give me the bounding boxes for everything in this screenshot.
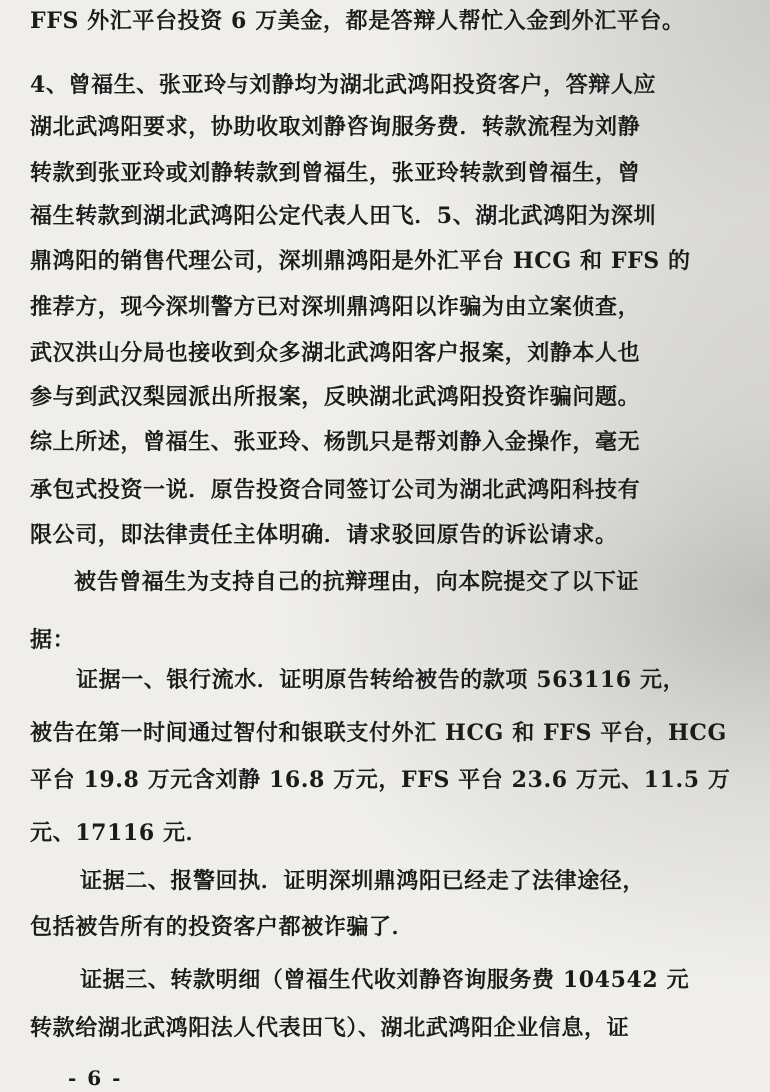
text-line: 限公司，即法律责任主体明确．请求驳回原告的诉讼请求。: [30, 522, 618, 548]
text-line: 参与到武汉梨园派出所报案，反映湖北武鸿阳投资诈骗问题。: [30, 384, 641, 410]
text-line: 湖北武鸿阳要求，协助收取刘静咨询服务费．转款流程为刘静: [30, 114, 641, 140]
text-line: 福生转款到湖北武鸿阳公定代表人田飞．5、湖北武鸿阳为深圳: [30, 203, 657, 229]
page-number: - 6 -: [68, 1066, 123, 1090]
text-line: 转款到张亚玲或刘静转款到曾福生，张亚玲转款到曾福生，曾: [30, 160, 641, 186]
text-line: 武汉洪山分局也接收到众多湖北武鸿阳客户报案，刘静本人也: [30, 340, 641, 366]
text-line: 推荐方，现今深圳警方已对深圳鼎鸿阳以诈骗为由立案侦查，: [30, 294, 641, 320]
text-line: 被告曾福生为支持自己的抗辩理由，向本院提交了以下证: [74, 569, 640, 595]
text-line: 证据一、银行流水．证明原告转给被告的款项 563116 元，: [76, 667, 686, 693]
text-line: FFS 外汇平台投资 6 万美金，都是答辩人帮忙入金到外汇平台。: [30, 8, 685, 34]
text-line: 证据三、转款明细（曾福生代收刘静咨询服务费 104542 元: [80, 967, 690, 993]
text-line: 综上所述，曾福生、张亚玲、杨凯只是帮刘静入金操作，毫无: [30, 429, 641, 455]
text-line: 转款给湖北武鸿阳法人代表田飞）、湖北武鸿阳企业信息，证: [30, 1015, 630, 1041]
text-line: 平台 19.8 万元含刘静 16.8 万元，FFS 平台 23.6 万元、11.5 万: [30, 767, 731, 793]
text-line: 4、曾福生、张亚玲与刘静均为湖北武鸿阳投资客户，答辩人应: [30, 72, 657, 98]
text-line: 被告在第一时间通过智付和银联支付外汇 HCG 和 FFS 平台，HCG: [30, 720, 727, 746]
text-line: 证据二、报警回执．证明深圳鼎鸿阳已经走了法律途径，: [80, 868, 646, 894]
text-line: 承包式投资一说．原告投资合同签订公司为湖北武鸿阳科技有: [30, 477, 641, 503]
text-line: 据：: [30, 627, 76, 653]
text-line: 包括被告所有的投资客户都被诈骗了．: [30, 914, 415, 940]
text-line: 元、17116 元．: [30, 820, 209, 846]
text-line: 鼎鸿阳的销售代理公司，深圳鼎鸿阳是外汇平台 HCG 和 FFS 的: [30, 248, 691, 274]
